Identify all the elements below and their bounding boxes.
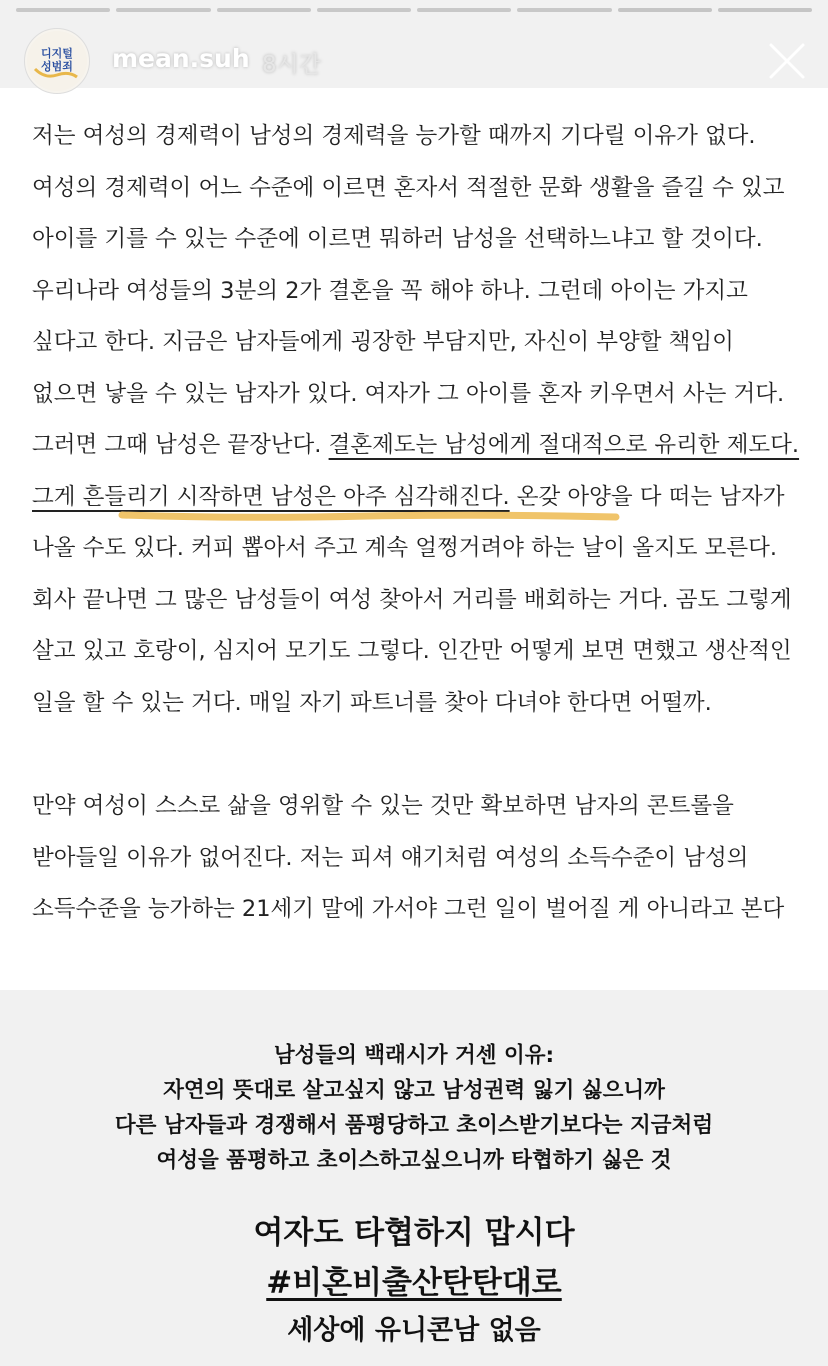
- progress-segment: [116, 8, 210, 12]
- close-icon: [768, 42, 806, 80]
- slogan-footer: 세상에 유니콘남 없음: [287, 1315, 541, 1346]
- slogan-block: [0, 1208, 828, 1354]
- close-button[interactable]: [768, 42, 806, 80]
- progress-segment: [217, 8, 311, 12]
- article-paragraph-1: [32, 88, 802, 729]
- logo-text-bottom: 성범죄: [41, 60, 73, 73]
- progress-segment: [718, 8, 812, 12]
- reason-line-2: 다른 남자들과 경쟁해서 품평당하고 초이스받기보다는 지금처럼: [114, 1113, 714, 1138]
- username[interactable]: mean.suh: [112, 44, 250, 73]
- story-caption: [0, 1000, 828, 1354]
- progress-segment: [317, 8, 411, 12]
- reason-block: [0, 1000, 828, 1178]
- article-screenshot: [0, 88, 828, 990]
- logo-text-top: 디지털: [41, 47, 73, 60]
- reason-title: 남성들의 백래시가 거센 이유:: [273, 1043, 555, 1068]
- hashtag-link[interactable]: #비혼비출산탄탄대로: [266, 1265, 562, 1301]
- article-paragraph-2: 만약 여성이 스스로 삶을 영위할 수 있는 것만 확보하면 남자의 콘트롤을 받아들일 이유가 없어진다. 저는 피셔 얘기처럼 여성의 소득수준이 남성의 소득수준을 능가하는 21세기 말에 가서야 그런 일이 벌어질 게 아니라고 본다: [32, 793, 785, 922]
- post-time: 8시간: [262, 52, 322, 78]
- paragraph-1-text-after: 온갖 아양을 다 떠는 남자가 나올 수도 있다. 커피 뽑아서 주고 계속 얼쩡거려야 하는 날이 올지도 모른다. 회사 끝나면 그 많은 남성들이 여성 찾아서 거리를 배회하는 거다. 곰도 그렇게 살고 있고 호랑이, 심지어 모기도 그렇다. 인간만 어떻게 보면 면했고 생산적인 일을 할 수 있는 거다. 매일 자기 파트너를 찾아 다녀야 한다면 어떨까.: [32, 483, 792, 716]
- underlined-sentence: 결혼제도는 남성에게 절대적으로 유리한 제도다. 그게 흔들리기 시작하면 남성은 아주 심각해진다.: [32, 432, 800, 510]
- reason-line-3: 여성을 품평하고 초이스하고싶으니까 타협하기 싫은 것: [156, 1148, 672, 1173]
- reason-line-1: 자연의 뜻대로 살고싶지 않고 남성권력 잃기 싫으니까: [163, 1078, 665, 1103]
- progress-segment: [618, 8, 712, 12]
- avatar[interactable]: [24, 28, 90, 94]
- logo-icon: [25, 29, 89, 93]
- paragraph-1-text-before: 저는 여성의 경제력이 남성의 경제력을 능가할 때까지 기다릴 이유가 없다. 여성의 경제력이 어느 수준에 이르면 혼자서 적절한 문화 생활을 즐길 수 있고 아이를 기를 수 있는 수준에 이르면 뭐하러 남성을 선택하느냐고 할 것이다. 우리나라 여성들의 3분의 2가 결혼을 꼭 해야 하나. 그런데 아이는 가지고 싶다고 한다. 지금은 남자들에게 굉장한 부담지만, 자신이 부양할 책임이 없으면 낳을 수 있는 남자가 있다. 여자가 그 아이를 혼자 키우면서 사는 거다. 그러면 그때 남성은 끝장난다.: [32, 123, 785, 458]
- progress-segment: [16, 8, 110, 12]
- story-progress-bar: [16, 8, 812, 12]
- progress-segment: [517, 8, 611, 12]
- slogan-heading: 여자도 타협하지 맙시다: [253, 1215, 575, 1251]
- progress-segment: [417, 8, 511, 12]
- story-header: [0, 28, 828, 96]
